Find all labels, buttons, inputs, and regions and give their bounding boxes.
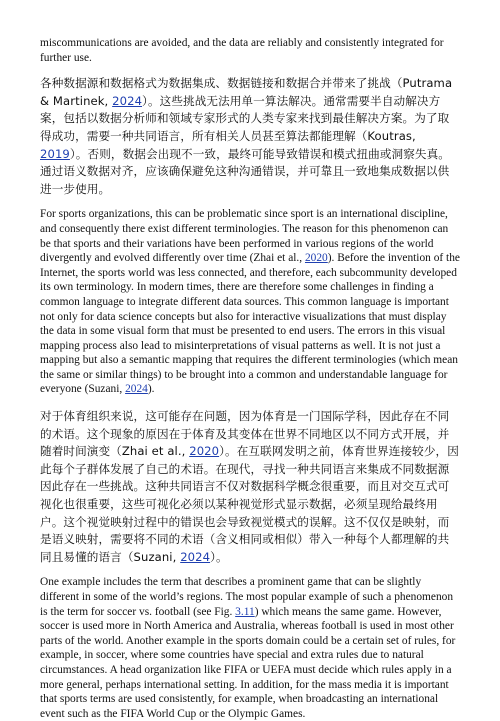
citation-link[interactable]: 2020 — [189, 444, 220, 459]
paragraph-continuation — [40, 36, 460, 65]
citation-link[interactable]: 2024 — [125, 383, 148, 396]
paragraph-soccer-football-example — [40, 575, 460, 721]
text-segment: 对于体育组织来说，这可能存在问题，因为体育是一门国际学科，因此存在不同的术语。这个现象的原因在于体育及其变体在世界不同地区以不同方式开展，并随着时间演变（Zhai et al., — [40, 409, 450, 459]
text-segment: ）。 — [210, 549, 228, 564]
text-segment: One example includes the term that describes a prominent game that can be slightly different in some of the world’s regions. The most popular example of such a phenomenon is the term for soccer vs. football (see Fig. — [40, 576, 454, 618]
text-segment: ）。在互联网发明之前，体育世界连接较少，因此每个子群体发展了自己的术语。在现代，寻找一种共同语言来集成不同数据源因此存在一些挑战。这种共同语言不仅对数据科学概念很重要，而且对交互式可视化也很重要，这些可视化必须以某种视觉形式显示数据，必须呈现给最终用户。这个视觉映射过程中的错误也会导致视觉模式的误解。这不仅仅是映射，而是语义映射，需要将不同的术语（含义相同或相似）带入一种每个人都理解的共同且易懂的语言（Suzani, — [40, 444, 459, 564]
citation-link[interactable]: 2020 — [304, 252, 328, 265]
citation-link[interactable]: 2024 — [112, 93, 143, 108]
text-segment: 各种数据源和数据格式为数据集成、数据链接和数据合并带来了挑战（Putrama & Martinek, — [40, 76, 453, 108]
text-segment: ). Before the invention of the Internet, the sports world was less connected, and therefore, each subcommunity developed its own terminology. In modern times, there are therefore some challenges in finding a common language to integrate different data sources. This common language is important not only for data science concepts but also for interactive visualizations that must display the data in some visual form that must be presented to end users. The errors in this visual mapping process also lead to misinterpretations of visual patterns as well. It is not just a mapping but also a semantic mapping that requires the different terminologies (which mean the same or similar things) to be brought into a common and understandable language for everyone (Suzani, — [40, 252, 460, 396]
text-segment: miscommunications are avoided, and the data are reliably and consistently integrated for further use. — [40, 37, 444, 64]
paragraph-chinese-data-integration — [40, 75, 460, 198]
citation-link[interactable]: 2019 — [40, 146, 70, 161]
citation-link[interactable]: 2024 — [180, 549, 211, 564]
text-segment: ) which means the same game. However, soccer is used more in North America and Australia, whereas football is used in most other parts of the world. Another example in the sports domain could be a certain set of rules, for example, in soccer, where some countries have special and extra rules due to natural circumstances. A head organization like FIFA or UEFA must decide which rules apply in a more general, perhaps international setting. In addition, for the mass media it is important that sports terms are used consistently, for example, when broadcasting an international event such as the FIFA World Cup or the Olympic Games. — [40, 605, 456, 720]
text-segment: ）。否则，数据会出现不一致，最终可能导致错误和模式扭曲或洞察失真。通过语义数据对齐，应该确保避免这种沟通错误，并可靠且一致地集成数据以供进一步使用。 — [40, 146, 451, 196]
text-segment: ）。这些挑战无法用单一算法解决。通常需要半自动解决方案，包括以数据分析师和领域专家形式的人类专家来找到最佳解决方案。为了取得成功，需要一种共同语言，所有相关人员甚至算法都能理解（Koutras, — [40, 93, 450, 143]
paragraph-chinese-sports-terminology — [40, 408, 460, 566]
text-segment: ). — [147, 383, 155, 396]
text-segment: For sports organizations, this can be problematic since sport is an international discipline, and consequently there exist different terminologies. The reason for this phenomenon can be that sports and their variations have been performed in various regions of the world divergently and evolved differently over time (Zhai et al., — [40, 208, 449, 265]
paragraph-sports-terminology — [40, 207, 460, 397]
figure-reference-link[interactable]: 3.11 — [235, 605, 255, 618]
